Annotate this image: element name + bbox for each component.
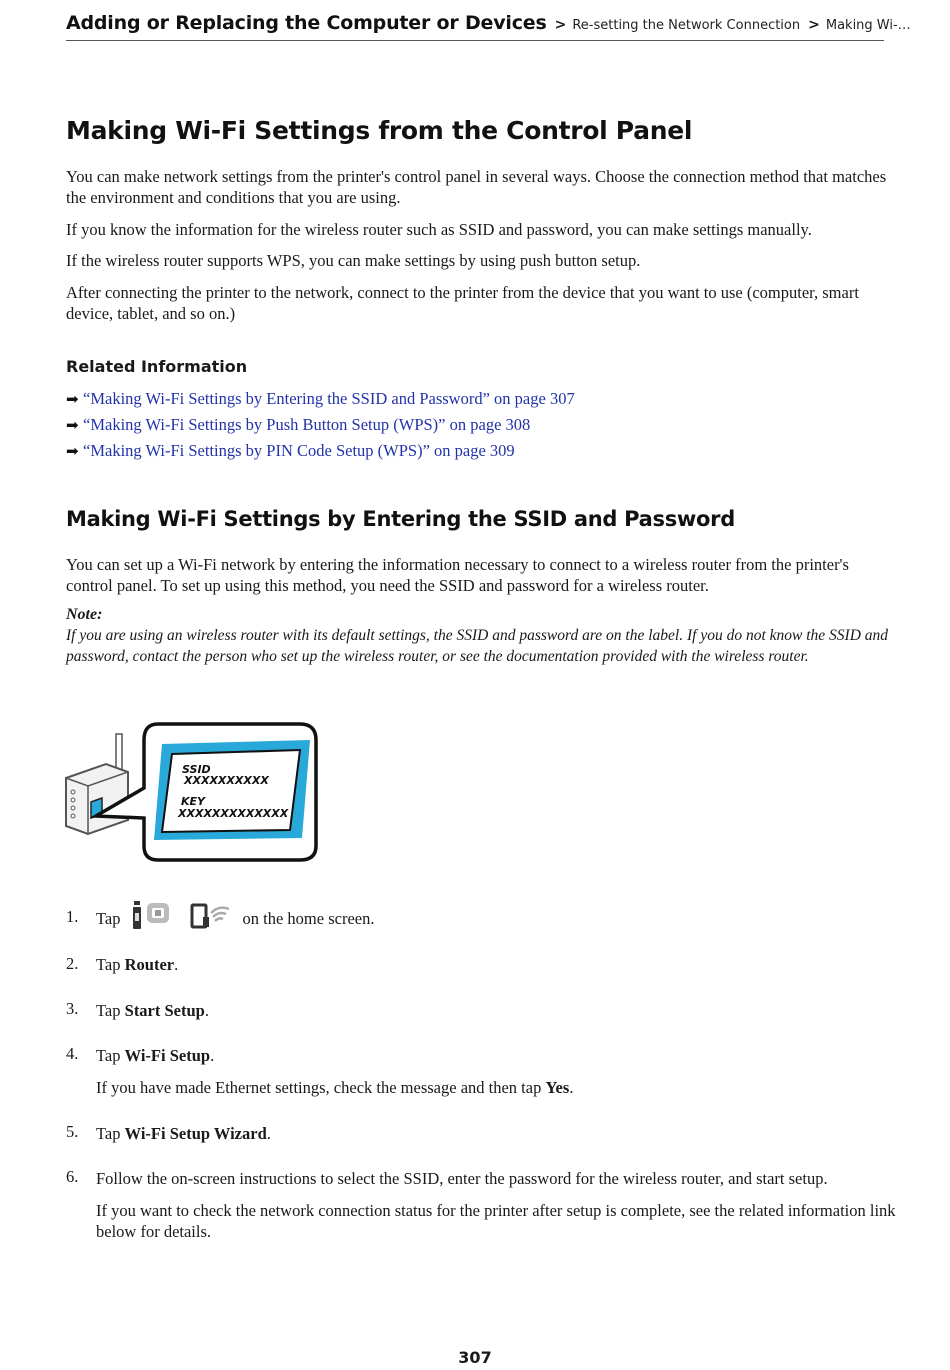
step-text-post: . — [266, 1124, 271, 1143]
step-text — [96, 1000, 896, 1021]
step-text-pre: Tap — [96, 1001, 125, 1020]
step-text-pre: Tap — [96, 1124, 125, 1143]
ui-label-wifi-setup: Wi-Fi Setup — [124, 1046, 211, 1065]
router-label-illustration — [62, 720, 324, 866]
step-text-pre: Tap — [96, 1046, 125, 1065]
ssid-label: SSID — [182, 763, 211, 776]
ui-label-wifi-setup-wizard: Wi-Fi Setup Wizard — [124, 1124, 267, 1143]
step-text — [96, 1045, 896, 1066]
related-link-item[interactable] — [66, 440, 515, 462]
breadcrumb-item: Making Wi-… — [825, 18, 911, 33]
note-label: Note: — [66, 606, 103, 623]
step-text — [96, 1123, 896, 1144]
related-link[interactable]: “Making Wi-Fi Settings by Push Button Setup (WPS)” on page 308 — [83, 415, 531, 434]
paragraph: If the wireless router supports WPS, you can make settings by using push button setup. — [66, 251, 641, 270]
breadcrumb-separator: > — [808, 17, 820, 33]
right-arrow-icon: ➡ — [66, 390, 79, 408]
step-text-pre: Tap — [96, 908, 121, 928]
step-text — [96, 896, 896, 940]
step-number: 4. — [66, 1044, 79, 1063]
related-information-heading: Related Information — [66, 357, 248, 376]
step-number: 2. — [66, 954, 79, 973]
step-number: 6. — [66, 1167, 79, 1186]
paragraph: You can make network settings from the printer's control panel in several ways. Choose the connection method that matches the environment and conditions that you are using. — [66, 167, 887, 207]
note-text: If you are using an wireless router with its default settings, the SSID and password are on the label. If you do not know the SSID and password, contact the person who set up the wireless router, or see the documentation provided with the wireless router. — [66, 627, 889, 665]
breadcrumb-item: Re-setting the Network Connection — [572, 18, 801, 33]
step-text-post: on the home screen. — [242, 908, 375, 928]
step-text: Follow the on-screen instructions to select the SSID, enter the password for the wireless router, and start setup. — [96, 1169, 828, 1188]
step-number: 3. — [66, 999, 79, 1018]
breadcrumb-separator: > — [554, 17, 567, 33]
related-link[interactable]: “Making Wi-Fi Settings by PIN Code Setup (WPS)” on page 309 — [83, 441, 515, 460]
step-text-post: . — [204, 1001, 209, 1020]
section-title: Making Wi-Fi Settings from the Control Panel — [66, 116, 693, 145]
paragraph: After connecting the printer to the network, connect to the printer from the device that you want to use (computer, smart device, tablet, and so on.) — [66, 283, 859, 323]
ui-label-yes: Yes — [545, 1078, 570, 1097]
step-text-post: . — [174, 955, 179, 974]
ssid-value: XXXXXXXXXX — [184, 774, 269, 787]
section-title: Making Wi-Fi Settings by Entering the SSID and Password — [66, 507, 735, 531]
related-link-item[interactable] — [66, 414, 530, 436]
right-arrow-icon: ➡ — [66, 442, 79, 460]
wifi-status-icon — [189, 899, 233, 938]
right-arrow-icon: ➡ — [66, 416, 79, 434]
key-value: XXXXXXXXXXXXX — [178, 807, 289, 820]
related-link-item[interactable] — [66, 388, 575, 410]
step-text-post: . — [210, 1046, 215, 1065]
step-subtext — [96, 1077, 896, 1098]
ui-label-router: Router — [124, 955, 175, 974]
running-header — [66, 12, 911, 41]
step-number: 1. — [66, 907, 79, 926]
related-link[interactable]: “Making Wi-Fi Settings by Entering the SSID and Password” on page 307 — [83, 389, 575, 408]
key-label: KEY — [181, 795, 206, 808]
step-number: 5. — [66, 1122, 79, 1141]
header-chapter: Adding or Replacing the Computer or Devices — [66, 12, 547, 34]
step-subtext-pre: If you have made Ethernet settings, check the message and then tap — [96, 1078, 546, 1097]
ethernet-status-icon — [131, 899, 175, 938]
step-subtext-post: . — [569, 1078, 574, 1097]
ui-label-start-setup: Start Setup — [124, 1001, 205, 1020]
step-text — [96, 954, 896, 975]
step-subtext: If you want to check the network connection status for the printer after setup is complete, see the related information link below for details. — [96, 1201, 896, 1241]
paragraph: You can set up a Wi-Fi network by entering the information necessary to connect to a wireless router from the printer's control panel. To set up using this method, you need the SSID and password for a wireless router. — [66, 555, 849, 595]
step-text-pre: Tap — [96, 955, 125, 974]
page-number: 307 — [458, 1348, 492, 1367]
paragraph: If you know the information for the wireless router such as SSID and password, you can make settings manually. — [66, 220, 812, 239]
